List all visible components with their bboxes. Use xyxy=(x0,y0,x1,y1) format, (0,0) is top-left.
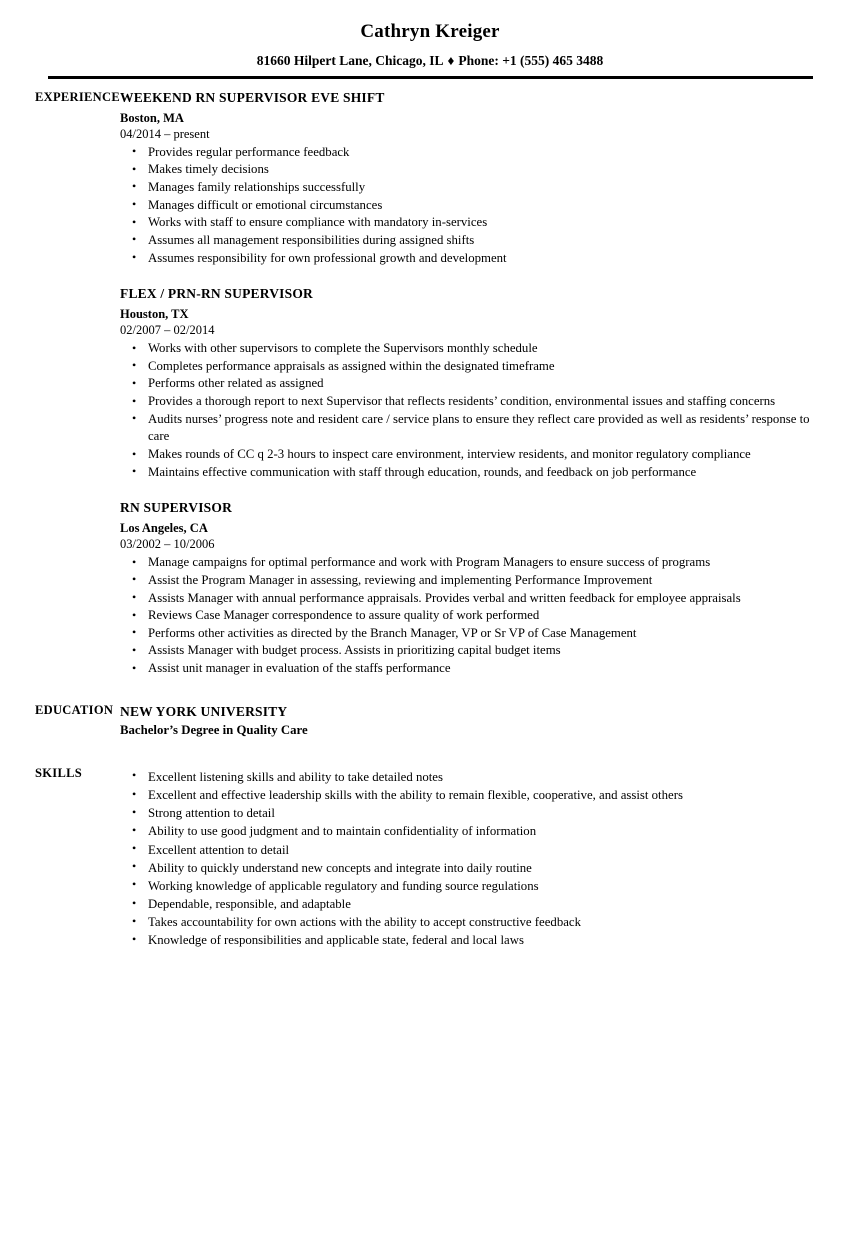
job-bullet: • Completes performance appraisals as assigned within the designated timeframe xyxy=(120,358,820,376)
contact-phone: Phone: +1 (555) 465 3488 xyxy=(458,52,604,68)
header-divider xyxy=(48,76,813,79)
job-bullet: • Manage campaigns for optimal performance and work with Program Managers to ensure success of programs xyxy=(120,554,820,572)
job-bullet: • Audits nurses’ progress note and resident care / service plans to ensure they reflect care provided as well as residents’ response to care xyxy=(120,411,820,446)
contact-line xyxy=(0,54,860,69)
job-bullet: • Manages family relationships successfully xyxy=(120,179,820,197)
job-location: Los Angeles, CA xyxy=(120,521,208,536)
job-bullet: • Assumes all management responsibilities during assigned shifts xyxy=(120,232,820,250)
job-entry xyxy=(120,500,820,677)
job-bullet: • Performs other activities as directed by the Branch Manager, VP or Sr VP of Case Management xyxy=(120,625,820,643)
job-bullet-list xyxy=(120,144,820,268)
job-bullet: • Makes rounds of CC q 2-3 hours to inspect care environment, interview residents, and monitor regulatory compliance xyxy=(120,446,820,464)
job-bullet: • Assist unit manager in evaluation of the staffs performance xyxy=(120,660,820,678)
job-bullet: • Assists Manager with budget process. Assists in prioritizing capital budget items xyxy=(120,642,820,660)
candidate-name: Cathryn Kreiger xyxy=(360,21,500,42)
contact-address: 81660 Hilpert Lane, Chicago, IL xyxy=(256,52,444,68)
job-entry xyxy=(120,90,820,267)
job-bullet-list xyxy=(120,340,820,481)
job-title: FLEX / PRN-RN SUPERVISOR xyxy=(120,286,313,302)
job-bullet: • Assists Manager with annual performance appraisals. Provides verbal and written feedback for employee appraisals xyxy=(120,590,820,608)
skill-bullet: • Knowledge of responsibilities and applicable state, federal and local laws xyxy=(120,931,820,949)
job-bullet: • Reviews Case Manager correspondence to assure quality of work performed xyxy=(120,607,820,625)
skills-section xyxy=(0,766,860,950)
resume-header xyxy=(0,0,860,79)
job-bullet: • Makes timely decisions xyxy=(120,161,820,179)
job-bullet: • Manages difficult or emotional circumstances xyxy=(120,197,820,215)
job-bullet: • Assist the Program Manager in assessing, reviewing and implementing Performance Improvement xyxy=(120,572,820,590)
job-bullet: • Assumes responsibility for own professional growth and development xyxy=(120,250,820,268)
education-body xyxy=(120,703,860,739)
skills-bullet-list xyxy=(120,768,820,950)
skill-bullet: • Excellent listening skills and ability to take detailed notes xyxy=(120,768,820,786)
job-location: Boston, MA xyxy=(120,110,184,125)
job-bullet: • Provides regular performance feedback xyxy=(120,144,820,162)
education-school: NEW YORK UNIVERSITY xyxy=(120,703,288,719)
experience-body xyxy=(120,90,860,678)
experience-section xyxy=(0,90,860,678)
job-bullet-list xyxy=(120,554,820,678)
education-section xyxy=(0,703,860,739)
skill-bullet: • Takes accountability for own actions with the ability to accept constructive feedback xyxy=(120,913,820,931)
job-bullet: • Performs other related as assigned xyxy=(120,375,820,393)
section-label-experience: EXPERIENCE xyxy=(35,89,120,104)
job-bullet: • Works with staff to ensure compliance with mandatory in-services xyxy=(120,214,820,232)
skills-body xyxy=(120,766,860,950)
skill-bullet: • Ability to quickly understand new concepts and integrate into daily routine xyxy=(120,859,820,877)
education-degree: Bachelor’s Degree in Quality Care xyxy=(120,723,308,738)
job-location: Houston, TX xyxy=(120,307,189,322)
job-bullet: • Works with other supervisors to complete the Supervisors monthly schedule xyxy=(120,340,820,358)
skill-bullet: • Excellent and effective leadership skills with the ability to remain flexible, cooperative, and assist others xyxy=(120,786,820,804)
skill-bullet: • Excellent attention to detail xyxy=(120,841,820,859)
skill-bullet: • Strong attention to detail xyxy=(120,804,820,822)
job-dates: 03/2002 – 10/2006 xyxy=(120,537,215,552)
skill-bullet: • Working knowledge of applicable regulatory and funding source regulations xyxy=(120,877,820,895)
skill-bullet: • Ability to use good judgment and to maintain confidentiality of information xyxy=(120,822,820,840)
job-title: RN SUPERVISOR xyxy=(120,500,233,516)
job-dates: 02/2007 – 02/2014 xyxy=(120,323,215,338)
job-dates: 04/2014 – present xyxy=(120,126,210,141)
job-title: WEEKEND RN SUPERVISOR EVE SHIFT xyxy=(120,89,385,105)
section-label-skills: SKILLS xyxy=(35,765,82,780)
job-entry xyxy=(120,286,820,481)
skill-bullet: • Dependable, responsible, and adaptable xyxy=(120,895,820,913)
job-bullet: • Provides a thorough report to next Supervisor that reflects residents’ condition, environmental issues and staffing concerns xyxy=(120,393,820,411)
diamond-separator-icon: ♦ xyxy=(447,52,455,68)
job-bullet: • Maintains effective communication with staff through education, rounds, and feedback on job performance xyxy=(120,464,820,482)
section-label-education: EDUCATION xyxy=(35,702,114,717)
